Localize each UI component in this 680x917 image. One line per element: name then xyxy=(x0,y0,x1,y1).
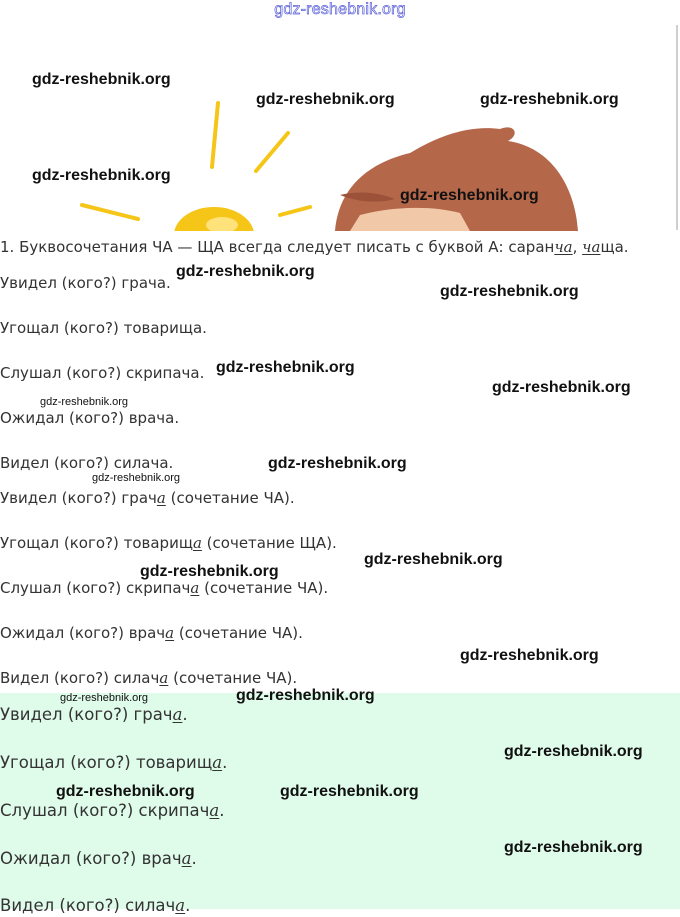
watermark: gdz-reshebnik.org xyxy=(460,647,599,664)
sun-and-boy-illustration xyxy=(0,95,600,231)
watermark: gdz-reshebnik.org xyxy=(92,472,181,484)
question-4: Ожидал (кого?) врача. xyxy=(0,409,180,427)
watermark: gdz-reshebnik.org xyxy=(60,692,149,704)
answer-line-5: Видел (кого?) силача. xyxy=(0,896,191,915)
top-watermark: gdz-reshebnik.org xyxy=(274,1,406,18)
watermark: gdz-reshebnik.org xyxy=(504,839,643,856)
watermark: gdz-reshebnik.org xyxy=(268,455,407,472)
watermark: gdz-reshebnik.org xyxy=(400,187,539,204)
answer-line-1: Увидел (кого?) грача. xyxy=(0,705,188,724)
boy-hair-icon xyxy=(335,127,578,231)
explained-line-4: Ожидал (кого?) врача (сочетание ЧА). xyxy=(0,624,303,642)
watermark: gdz-reshebnik.org xyxy=(504,743,643,760)
watermark: gdz-reshebnik.org xyxy=(364,551,503,568)
watermark: gdz-reshebnik.org xyxy=(32,71,171,88)
answer-line-3: Слушал (кого?) скрипача. xyxy=(0,801,225,820)
watermark: gdz-reshebnik.org xyxy=(492,379,631,396)
answer-line-4: Ожидал (кого?) врача. xyxy=(0,849,197,868)
watermark: gdz-reshebnik.org xyxy=(56,783,195,800)
rule-text: 1. Буквосочетания ЧА — ЩА всегда следует писать с буквой А: саранча, чаща. xyxy=(0,238,629,256)
watermark: gdz-reshebnik.org xyxy=(480,91,619,108)
explained-line-3: Слушал (кого?) скрипача (сочетание ЧА). xyxy=(0,579,329,597)
watermark: gdz-reshebnik.org xyxy=(236,687,375,704)
answer-line-2: Угощал (кого?) товарища. xyxy=(0,753,228,772)
watermark: gdz-reshebnik.org xyxy=(280,783,419,800)
question-1: Увидел (кого?) грача. xyxy=(0,274,171,292)
watermark: gdz-reshebnik.org xyxy=(176,263,315,280)
explained-line-2: Угощал (кого?) товарища (сочетание ЩА). xyxy=(0,534,337,552)
watermark: gdz-reshebnik.org xyxy=(216,359,355,376)
explained-line-1: Увидел (кого?) грача (сочетание ЧА). xyxy=(0,489,295,507)
watermark: gdz-reshebnik.org xyxy=(440,283,579,300)
watermark: gdz-reshebnik.org xyxy=(256,91,395,108)
question-5: Видел (кого?) силача. xyxy=(0,454,174,472)
explained-line-5: Видел (кого?) силача (сочетание ЧА). xyxy=(0,669,298,687)
question-2: Угощал (кого?) товарища. xyxy=(0,319,207,337)
watermark: gdz-reshebnik.org xyxy=(140,563,279,580)
question-3: Слушал (кого?) скрипача. xyxy=(0,364,205,382)
page-border-line xyxy=(676,25,678,230)
watermark: gdz-reshebnik.org xyxy=(40,396,129,408)
watermark: gdz-reshebnik.org xyxy=(32,167,171,184)
